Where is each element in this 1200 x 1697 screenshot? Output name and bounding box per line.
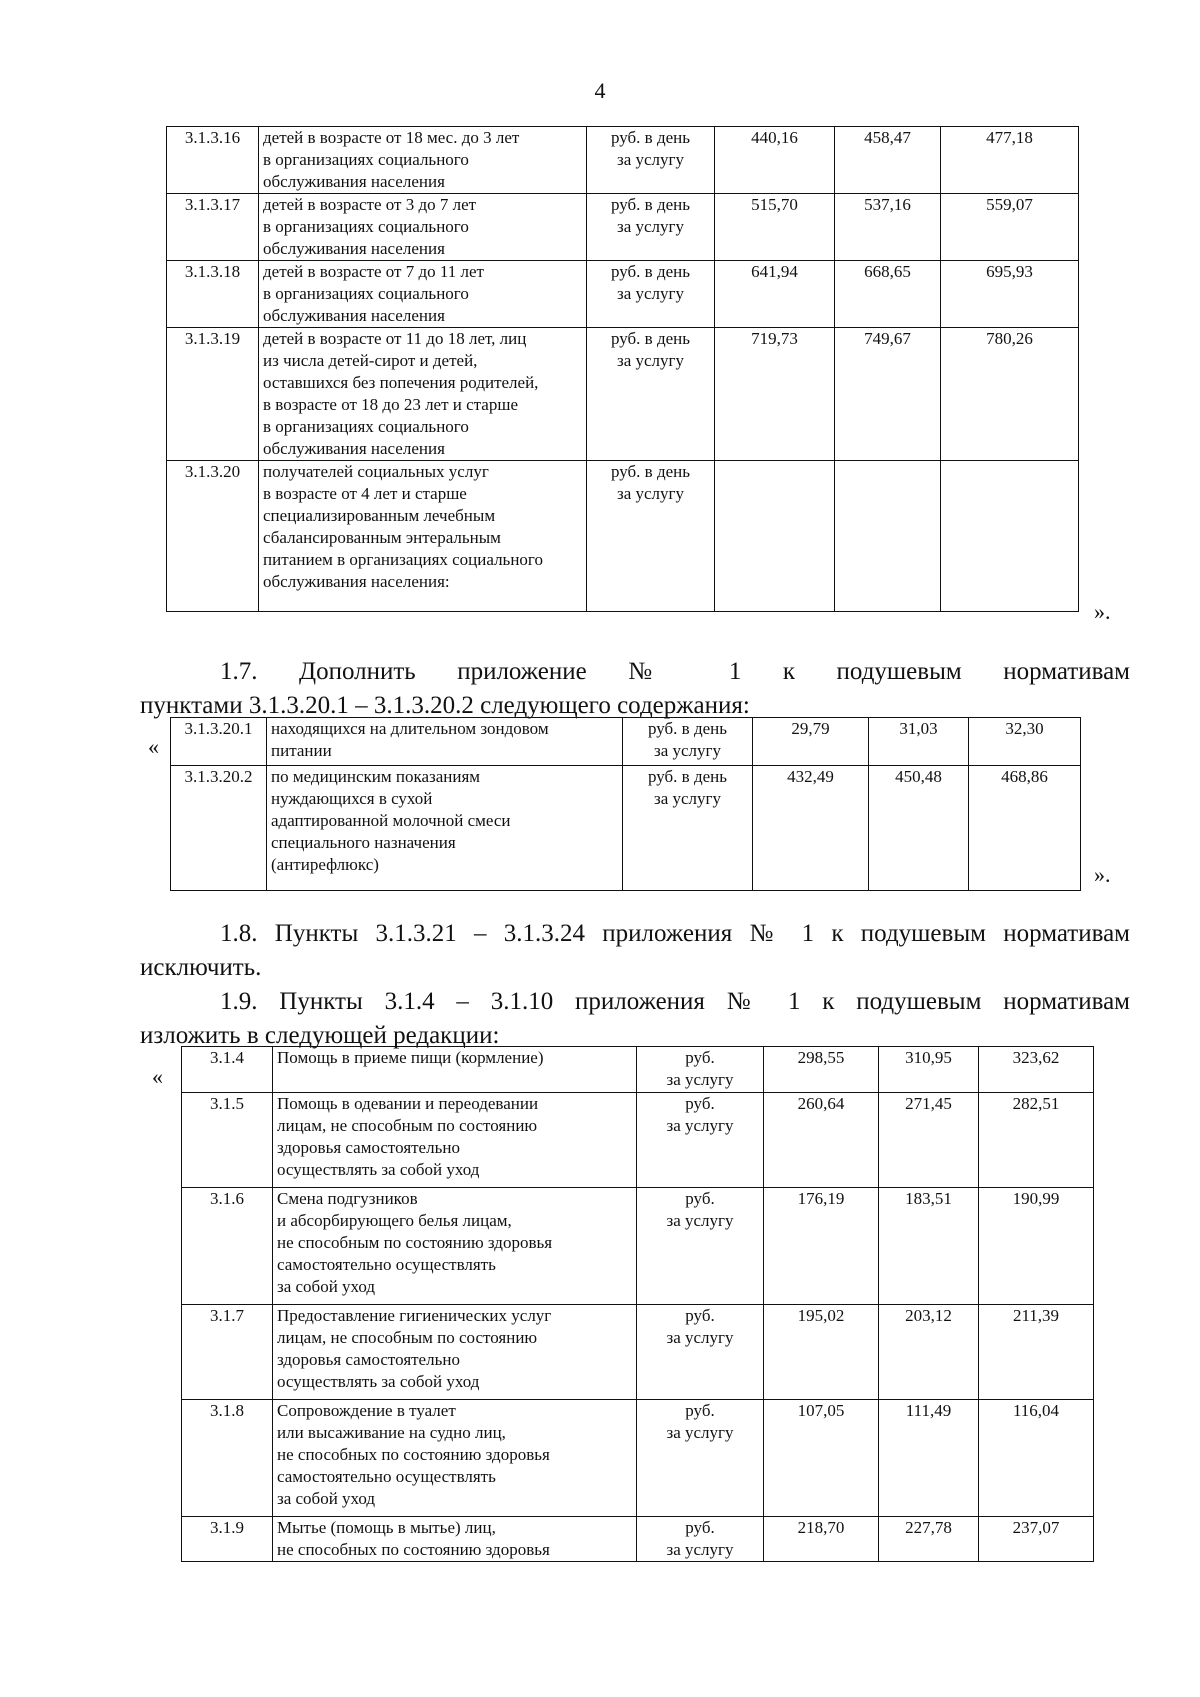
description-line: оставшихся без попечения родителей, [263,373,539,392]
unit-line: за услугу [616,150,684,169]
norm-value-2: 227,78 [879,1517,979,1562]
description-line: питании [271,741,332,760]
page-number: 4 [594,78,606,103]
norm-value-2: 749,67 [835,328,941,461]
norm-value-3: 116,04 [979,1400,1094,1517]
description-line: или высаживание на судно лиц, [277,1423,506,1442]
norm-value-2 [835,461,941,612]
unit-of-measure [637,1305,764,1400]
unit-line: за услугу [666,1540,734,1559]
norm-value-3: 323,62 [979,1047,1094,1093]
description-line: осуществлять за собой уход [277,1160,480,1179]
description-line: самостоятельно осуществлять [277,1255,496,1274]
description-line: по медицинским показаниям [271,767,481,786]
item-code: 3.1.7 [182,1305,273,1400]
description-line: в организациях социального [263,284,469,303]
norm-value-3: 32,30 [969,718,1081,766]
description-line: Мытье (помощь в мытье) лиц, [277,1518,496,1537]
norm-value-3: 282,51 [979,1093,1094,1188]
item-code: 3.1.6 [182,1188,273,1305]
unit-line: руб. в день [610,262,691,281]
item-code: 3.1.8 [182,1400,273,1517]
item-code: 3.1.3.20.2 [171,766,267,891]
norm-value-2: 668,65 [835,261,941,328]
norm-value-3: 559,07 [941,194,1079,261]
description-line: здоровья самостоятельно [277,1138,460,1157]
item-code: 3.1.3.20.1 [171,718,267,766]
unit-line: за услугу [666,1423,734,1442]
description-line: находящихся на длительном зондовом [271,719,549,738]
description-line: за собой уход [277,1489,376,1508]
table-row [182,1400,1094,1517]
item-code: 3.1.9 [182,1517,273,1562]
norm-value-1: 195,02 [764,1305,879,1400]
item-code: 3.1.3.17 [167,194,259,261]
norm-value-3: 780,26 [941,328,1079,461]
unit-of-measure [637,1400,764,1517]
unit-of-measure [587,328,715,461]
norm-value-2: 31,03 [869,718,969,766]
unit-line: за услугу [616,351,684,370]
unit-of-measure [587,127,715,194]
norm-value-3: 211,39 [979,1305,1094,1400]
norm-value-2: 111,49 [879,1400,979,1517]
item-description [273,1517,637,1562]
item-description [259,261,587,328]
description-line: в возрасте от 4 лет и старше [263,484,467,503]
paragraph-1-8-heading: 1.8. Пункты 3.1.3.21 – 3.1.3.24 приложения № 1 к подушевым нормативам [220,920,1130,947]
norm-value-1: 719,73 [715,328,835,461]
description-line: лицам, не способным по состоянию [277,1116,538,1135]
unit-line: руб. [685,1189,715,1208]
unit-line: руб. в день [610,462,691,481]
item-description [273,1305,637,1400]
unit-of-measure [587,261,715,328]
norm-value-3: 468,86 [969,766,1081,891]
norms-table-care-services [181,1046,1094,1562]
norm-value-1: 515,70 [715,194,835,261]
table-row [167,261,1079,328]
table-row [167,194,1079,261]
description-line: в возрасте от 18 до 23 лет и старше [263,395,518,414]
item-description [273,1400,637,1517]
paragraph-1-9-heading: 1.9. Пункты 3.1.4 – 3.1.10 приложения № 1 к подушевым нормативам [220,988,1130,1015]
norm-value-2: 203,12 [879,1305,979,1400]
unit-line: руб. в день [610,329,691,348]
norm-value-1: 641,94 [715,261,835,328]
description-line: обслуживания населения [263,306,445,325]
norm-value-2: 537,16 [835,194,941,261]
item-description [259,127,587,194]
paragraph-1-7 [140,655,1130,723]
description-line: Помощь в приеме пищи (кормление) [277,1048,544,1067]
unit-line: руб. [685,1048,715,1067]
paragraph-1-7-heading: 1.7. Дополнить приложение № 1 к подушевым нормативам [220,658,1130,685]
paragraph-1-9 [140,985,1130,1053]
description-line: специального назначения [271,833,456,852]
description-line: не способных по состоянию здоровья [277,1540,550,1559]
item-code: 3.1.3.19 [167,328,259,461]
description-line: не способных по состоянию здоровья [277,1445,550,1464]
norm-value-1: 218,70 [764,1517,879,1562]
table-row [167,127,1079,194]
description-line: в организациях социального [263,150,469,169]
unit-of-measure [623,766,753,891]
table-row [182,1047,1094,1093]
description-line: нуждающихся в сухой [271,789,433,808]
description-line: Смена подгузников [277,1189,418,1208]
description-line: не способным по состоянию здоровья [277,1233,553,1252]
description-line: обслуживания населения [263,172,445,191]
description-line: сбалансированным энтеральным [263,528,501,547]
description-line: Сопровождение в туалет [277,1401,456,1420]
norm-value-3: 477,18 [941,127,1079,194]
norm-value-1: 440,16 [715,127,835,194]
description-line: специализированным лечебным [263,506,496,525]
table-row [167,461,1079,612]
item-code: 3.1.3.18 [167,261,259,328]
item-code: 3.1.3.20 [167,461,259,612]
item-code: 3.1.5 [182,1093,273,1188]
unit-line: за услугу [616,217,684,236]
description-line: обслуживания населения [263,239,445,258]
unit-line: за услугу [666,1116,734,1135]
unit-line: руб. [685,1094,715,1113]
norms-table-body [167,127,1079,612]
table-row [171,766,1081,891]
norm-value-2: 271,45 [879,1093,979,1188]
norm-value-1: 107,05 [764,1400,879,1517]
table-row [182,1305,1094,1400]
unit-of-measure [637,1047,764,1093]
table-row [167,328,1079,461]
unit-line: руб. в день [647,767,728,786]
unit-of-measure [637,1188,764,1305]
unit-line: руб. [685,1518,715,1537]
unit-line: руб. в день [610,128,691,147]
description-line: Помощь в одевании и переодевании [277,1094,539,1113]
opening-quote-mark: « [148,734,159,759]
paragraph-1-7-continuation: пунктами 3.1.3.20.1 – 3.1.3.20.2 следующего содержания: [140,692,750,719]
closing-quote-mark: ». [1094,599,1111,624]
unit-line: руб. в день [647,719,728,738]
description-line: детей в возрасте от 7 до 11 лет [263,262,484,281]
description-line: питанием в организациях социального [263,550,543,569]
unit-line: за услугу [653,789,721,808]
table-row [182,1093,1094,1188]
norms-table-children [166,126,1079,612]
description-line: детей в возрасте от 11 до 18 лет, лиц [263,329,527,348]
description-line: осуществлять за собой уход [277,1372,480,1391]
item-description [273,1188,637,1305]
norm-value-3: 237,07 [979,1517,1094,1562]
description-line: (антирефлюкс) [271,855,379,874]
closing-quote-mark: ». [1094,862,1111,887]
description-line: обслуживания населения [263,439,445,458]
item-description [267,766,623,891]
unit-line: за услугу [666,1328,734,1347]
item-description [273,1093,637,1188]
item-description [267,718,623,766]
item-description [259,461,587,612]
norm-value-2: 310,95 [879,1047,979,1093]
unit-line: руб. в день [610,195,691,214]
paragraph-1-8 [140,917,1130,985]
description-line: из числа детей-сирот и детей, [263,351,478,370]
unit-line: за услугу [653,741,721,760]
norm-value-1: 432,49 [753,766,869,891]
unit-of-measure [587,461,715,612]
table-row [182,1517,1094,1562]
item-description [273,1047,637,1093]
norm-value-3 [941,461,1079,612]
item-description [259,194,587,261]
opening-quote-mark: « [152,1064,163,1089]
item-description [259,328,587,461]
norm-value-2: 450,48 [869,766,969,891]
description-line: обслуживания населения: [263,572,450,591]
description-line: лицам, не способным по состоянию [277,1328,538,1347]
description-line: за собой уход [277,1277,376,1296]
paragraph-1-8-continuation: исключить. [140,954,262,981]
paragraph-1-9-continuation: изложить в следующей редакции: [140,1022,500,1049]
norm-value-2: 458,47 [835,127,941,194]
norm-value-1: 29,79 [753,718,869,766]
unit-of-measure [623,718,753,766]
description-line: в организациях социального [263,417,469,436]
unit-line: за услугу [616,284,684,303]
norm-value-1: 176,19 [764,1188,879,1305]
norms-table-body [171,718,1081,891]
unit-of-measure [587,194,715,261]
norm-value-2: 183,51 [879,1188,979,1305]
description-line: Предоставление гигиенических услуг [277,1306,552,1325]
item-code: 3.1.3.16 [167,127,259,194]
norm-value-1 [715,461,835,612]
unit-line: руб. [685,1401,715,1420]
description-line: в организациях социального [263,217,469,236]
norms-table-enteral [170,717,1081,891]
description-line: и абсорбирующего белья лицам, [277,1211,512,1230]
norm-value-3: 190,99 [979,1188,1094,1305]
norm-value-1: 298,55 [764,1047,879,1093]
description-line: детей в возрасте от 18 мес. до 3 лет [263,128,520,147]
description-line: самостоятельно осуществлять [277,1467,496,1486]
item-code: 3.1.4 [182,1047,273,1093]
description-line: получателей социальных услуг [263,462,489,481]
unit-line: за услугу [666,1211,734,1230]
norms-table-body [182,1047,1094,1562]
description-line: здоровья самостоятельно [277,1350,460,1369]
unit-of-measure [637,1093,764,1188]
norm-value-1: 260,64 [764,1093,879,1188]
description-line: адаптированной молочной смеси [271,811,511,830]
table-row [171,718,1081,766]
unit-line: за услугу [666,1070,734,1089]
description-line: детей в возрасте от 3 до 7 лет [263,195,477,214]
norm-value-3: 695,93 [941,261,1079,328]
unit-of-measure [637,1517,764,1562]
table-row [182,1188,1094,1305]
unit-line: за услугу [616,484,684,503]
unit-line: руб. [685,1306,715,1325]
